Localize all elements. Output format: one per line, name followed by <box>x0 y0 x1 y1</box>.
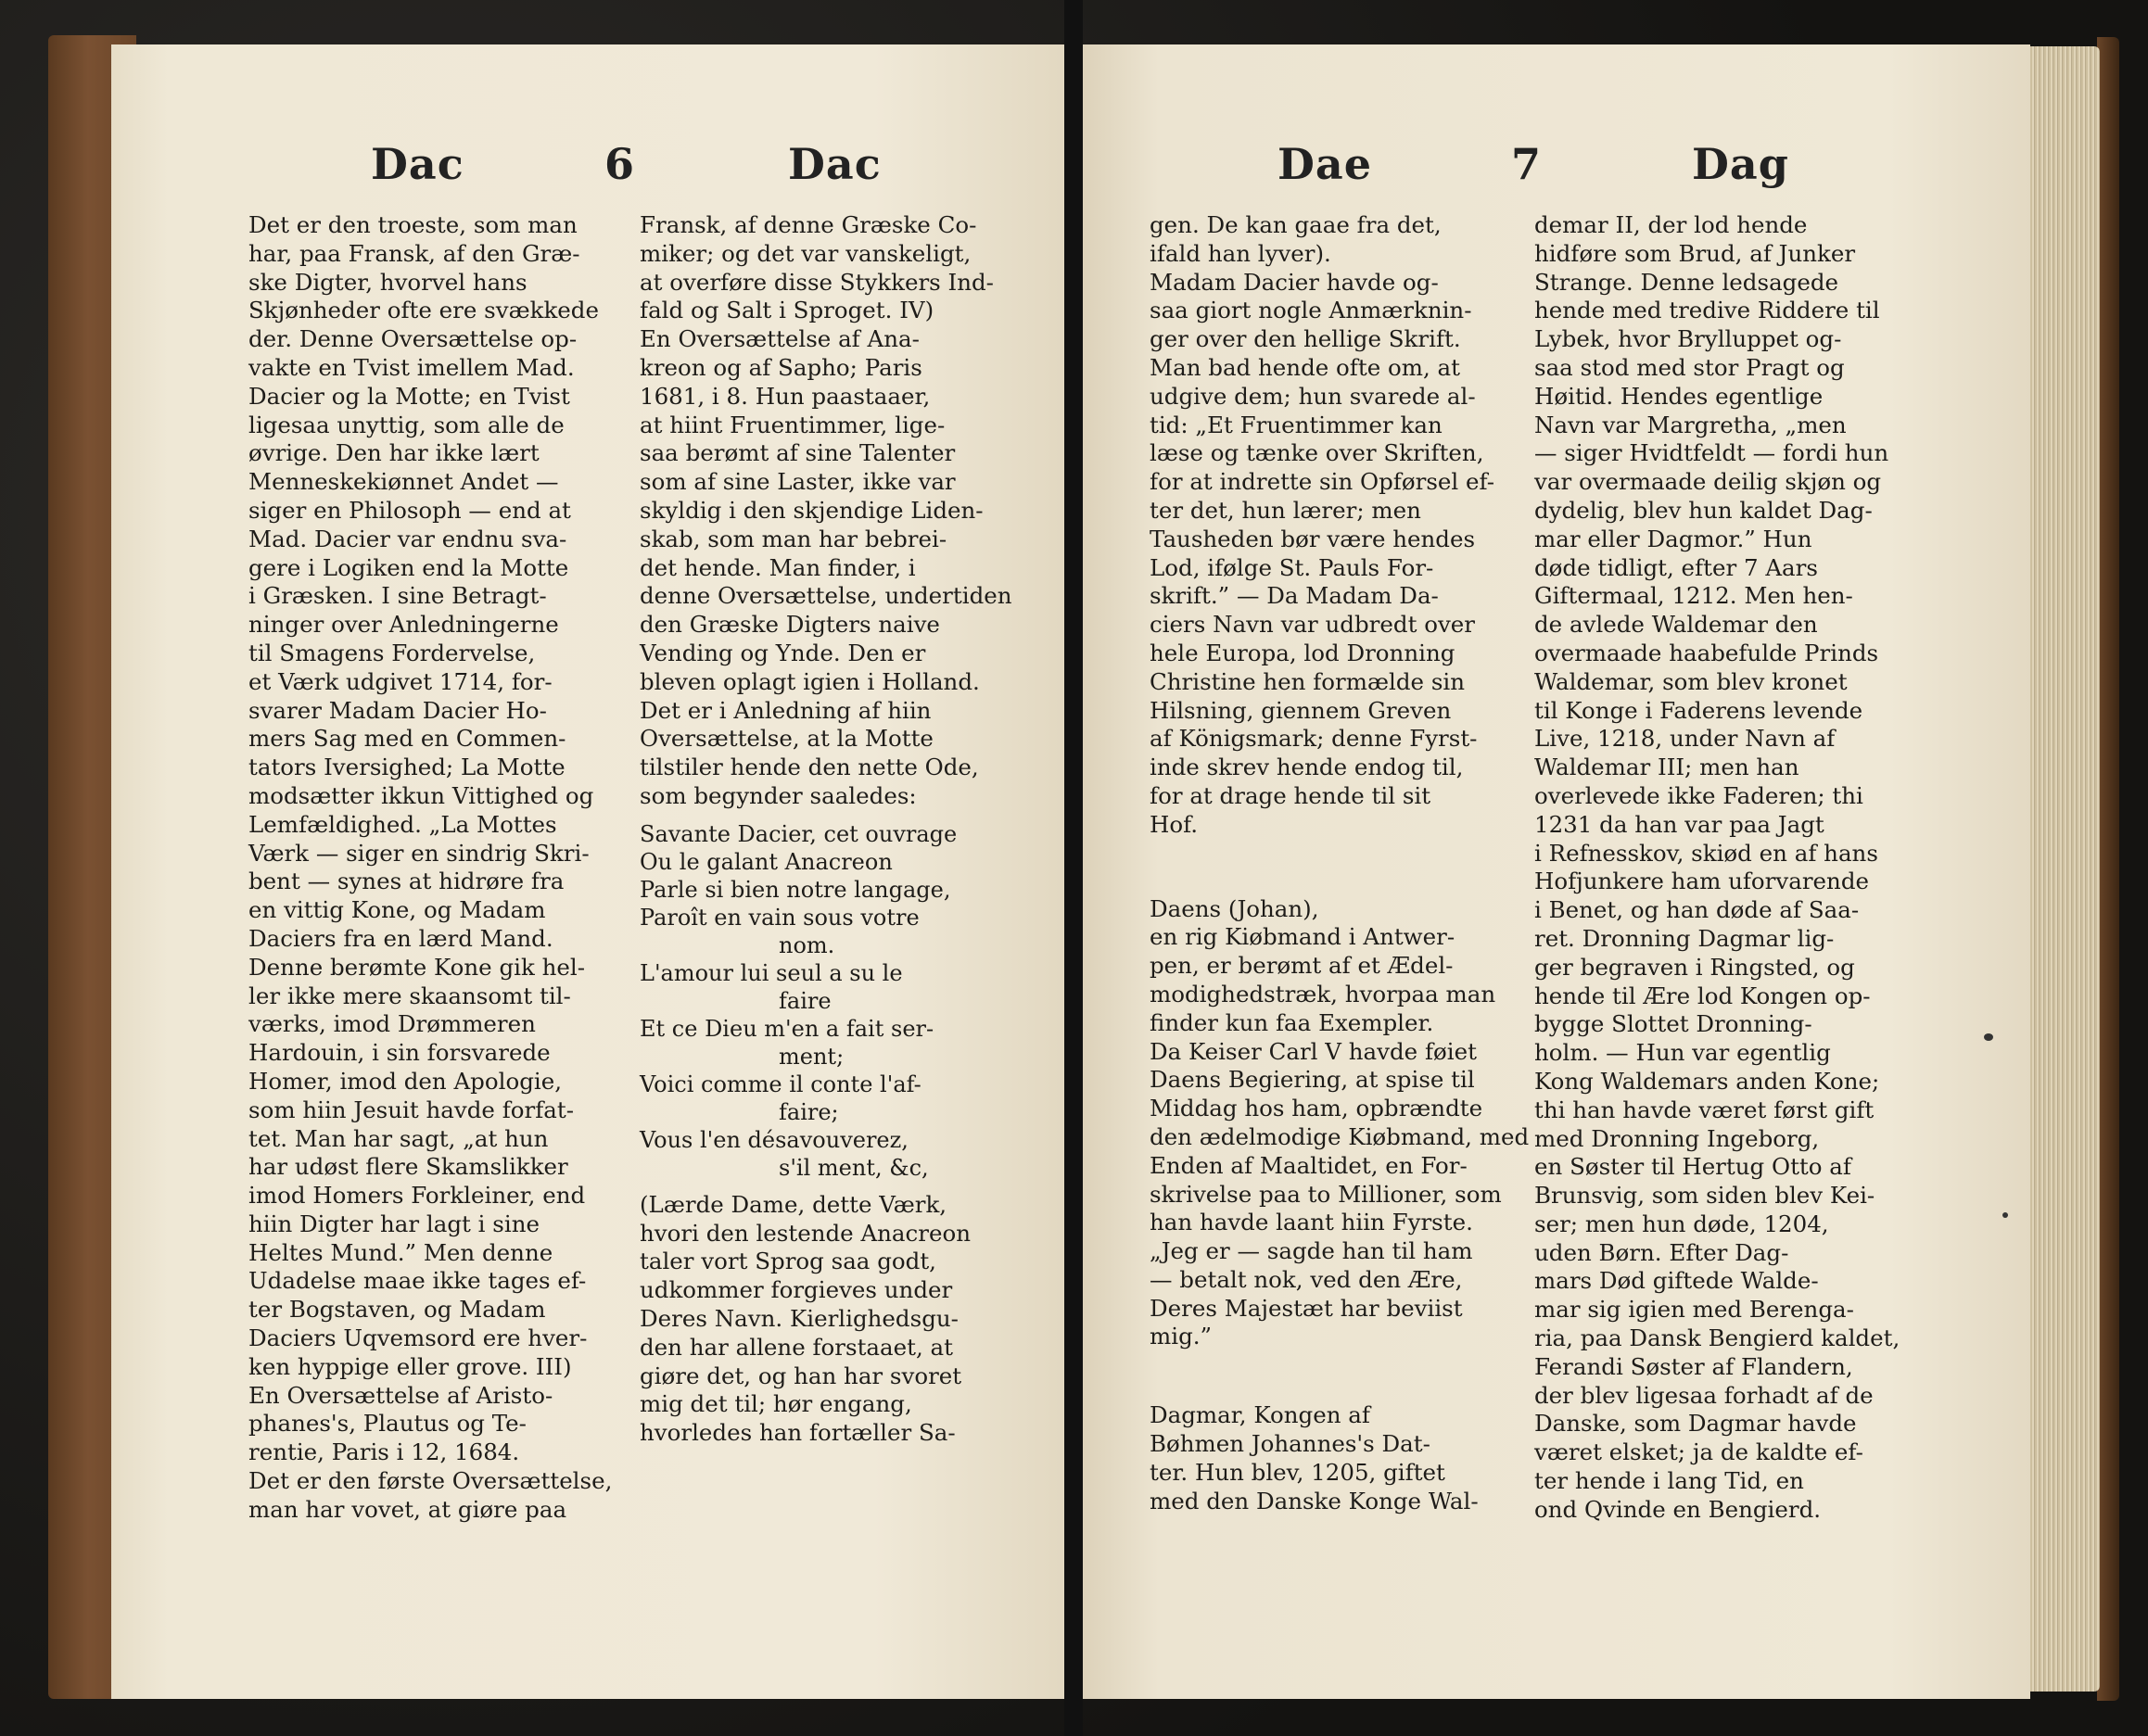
stanza-line: Savante Dacier, cet ouvrage <box>640 820 958 847</box>
left-header-right: Dac <box>788 139 882 189</box>
ink-mark <box>1984 1033 1993 1041</box>
stanza-line: Vous l'en désavouverez, <box>640 1126 909 1153</box>
page-edges <box>2026 46 2100 1692</box>
stanza-line: Et ce Dieu m'en a fait ser- <box>640 1015 934 1042</box>
paragraph: Det er den troeste, som man har, paa Fransk, af den Græ- ske Digter, hvorvel hans Skjønheder ofte ere svækkede der. Denne Oversættelse op- vakte en Tvist imellem Mad. Dacier og la Motte; en Tvist ligesaa unyttig, som alle de øvrige. Den har ikke lært Menneskekiønnet Andet — siger en Philosoph — end at Mad. Dacier var endnu sva- gere i Logiken end la Motte i Græsken. I sine Betragt- ninger over Anledningerne til Smagens Fordervelse, et Værk udgivet 1714, for- svarer Madam Dacier Ho- mers Sag med en Commen- tators Iversighed; La Motte modsætter ikkun Vittighed og Lemfældighed. „La Mottes Værk — siger en sindrig Skri- bent — synes at hidrøre fra en vittig Kone, og Madam Daciers fra en lærd Mand. Denne berømte Kone gik hel- ler ikke mere skaansomt til- værks, imod Drømmeren Hardouin, i sin forsvarede Homer, imod den Apologie, som hiin Jesuit havde forfat- tet. Man har sagt, „at hun har udøst flere Skamslikker imod Homers Forkleiner, end hiin Digter har lagt i sine Heltes Mund.” Men denne Udadelse maae ikke tages ef- ter Bogstaven, og Madam Daciers Uqvemsord ere hver- ken hyppige eller grove. III) En Oversættelse af Aristo- phanes's, Plautus og Te- rentie, Paris i 12, 1684. Det er den første Oversættelse, man har vovet, at giøre paa <box>248 211 613 1523</box>
stanza-line: ment; <box>779 1043 845 1070</box>
left-page-number: 6 <box>604 139 636 189</box>
stanza-line: Paroît en vain sous votre <box>640 904 920 931</box>
stanza-line: Voici comme il conte l'af- <box>640 1071 921 1097</box>
right-page-number: 7 <box>1511 139 1543 189</box>
paragraph: demar II, der lod hende hidføre som Brud, af Junker Strange. Denne ledsagede hende med tredive Riddere til Lybek, hvor Brylluppet og- saa stod med stor Pragt og Høitid. Hendes egentlige Navn var Margretha, „men — siger Hvidtfeldt — fordi hun var overmaade deilig skjøn og dydelig, blev hun kaldet Dag- mar eller Dagmor.” Hun døde tidligt, efter 7 Aars Giftermaal, 1212. Men hen- de avlede Waldemar den overmaade haabefulde Prinds Waldemar, som blev kronet til Konge i Faderens levende Live, 1218, under Navn af Waldemar III; men han overlevede ikke Faderen; thi 1231 da han var paa Jagt i Refnesskov, skiød en af hans Hofjunkere ham uforvarende i Benet, og han døde af Saa- ret. Dronning Dagmar lig- ger begraven i Ringsted, og hende til Ære lod Kongen op- bygge Slottet Dronning- holm. — Hun var egentlig Kong Waldemars anden Kone; thi han havde været først gift med Dronning Ingeborg, en Søster til Hertug Otto af Brunsvig, som siden blev Kei- ser; men hun døde, 1204, uden Børn. Efter Dag- mars Død giftede Walde- mar sig igien med Berenga- ria, paa Dansk Bengierd kaldet, Ferandi Søster af Flandern, der blev ligesaa forhadt af de Danske, som Dagmar havde været elsket; ja de kaldte ef- ter hende i lang Tid, en ond Qvinde en Bengierd. <box>1534 211 1900 1523</box>
stanza-line: L'amour lui seul a su le <box>640 959 903 986</box>
stanza-line: faire <box>779 987 832 1014</box>
page-divider <box>1064 0 1083 1736</box>
book-cover-right <box>2097 37 2119 1701</box>
right-header-right: Dag <box>1692 139 1789 189</box>
entry-dagmar: Dagmar, Kongen af Bøhmen Johannes's Dat- ter. Hun blev, 1205, giftet med den Danske Konge Wal- <box>1150 1401 1479 1514</box>
right-column-2 <box>1534 211 1933 1525</box>
ink-mark <box>2002 1212 2008 1218</box>
left-column-1 <box>248 211 647 1525</box>
stanza-line: nom. <box>779 931 835 958</box>
paragraph: Fransk, af denne Græske Co- miker; og det var vanskeligt, at overføre disse Stykkers Ind- fald og Salt i Sproget. IV) En Oversættelse af Ana- kreon og af Sapho; Paris 1681, i 8. Hun paastaaer, at hiint Fruentimmer, lige- saa berømt af sine Talenter som af sine Laster, ikke var skyldig i den skjendige Liden- skab, som man har bebrei- det hende. Man finder, i denne Oversættelse, undertiden den Græske Digters naive Vending og Ynde. Den er bleven oplagt igien i Holland. Det er i Anledning af hiin Oversættelse, at la Motte tilstiler hende den nette Ode, som begynder saaledes: <box>640 211 1012 809</box>
paragraph: gen. De kan gaae fra det, ifald han lyver). Madam Dacier havde og- saa giort nogle Anmærknin- ger over den hellige Skrift. Man bad hende ofte om, at udgive dem; hun svarede al- tid: „Et Fruentimmer kan læse og tænke over Skriften, for at indrette sin Opførsel ef- ter det, hun lærer; men Tausheden bør være hendes Lod, ifølge St. Pauls For- skrift.” — Da Madam Da- ciers Navn var udbredt over hele Europa, lod Dronning Christine hen formælde sin Hilsning, giennem Greven af Königsmark; denne Fyrst- inde skrev hende endog til, for at drage hende til sit Hof. <box>1150 211 1494 838</box>
stanza-line: Parle si bien notre langage, <box>640 876 951 903</box>
entry-daens: Daens (Johan), en rig Kiøbmand i Antwer- pen, er berømt af et Ædel- modighedstræk, hvorpaa man finder kun faa Exempler. Da Keiser Carl V havde føiet Daens Begiering, at spise til Middag hos ham, opbrændte den ædelmodige Kiøbmand, med Enden af Maaltidet, en For- skrivelse paa to Millioner, som han havde laant hiin Fyrste. „Jeg er — sagde han til ham — betalt nok, ved den Ære, Deres Majestæt har beviist mig.” <box>1150 894 1530 1350</box>
right-header-left: Dae <box>1277 139 1372 189</box>
stanza-line: faire; <box>779 1098 839 1125</box>
right-column-1 <box>1150 211 1548 1515</box>
french-stanza <box>640 820 1038 1182</box>
left-header-left: Dac <box>371 139 464 189</box>
stanza-line: Ou le galant Anacreon <box>640 848 893 875</box>
paragraph: (Lærde Dame, dette Værk, hvori den lestende Anacreon taler vort Sprog saa godt, udkommer forgieves under Deres Navn. Kierlighedsgu- den har allene forstaaet, at giøre det, og han har svoret mig det til; hør engang, hvorledes han fortæller Sa- <box>640 1190 971 1447</box>
stanza-line: s'il ment, &c, <box>779 1154 929 1181</box>
left-column-2 <box>640 211 1038 1448</box>
